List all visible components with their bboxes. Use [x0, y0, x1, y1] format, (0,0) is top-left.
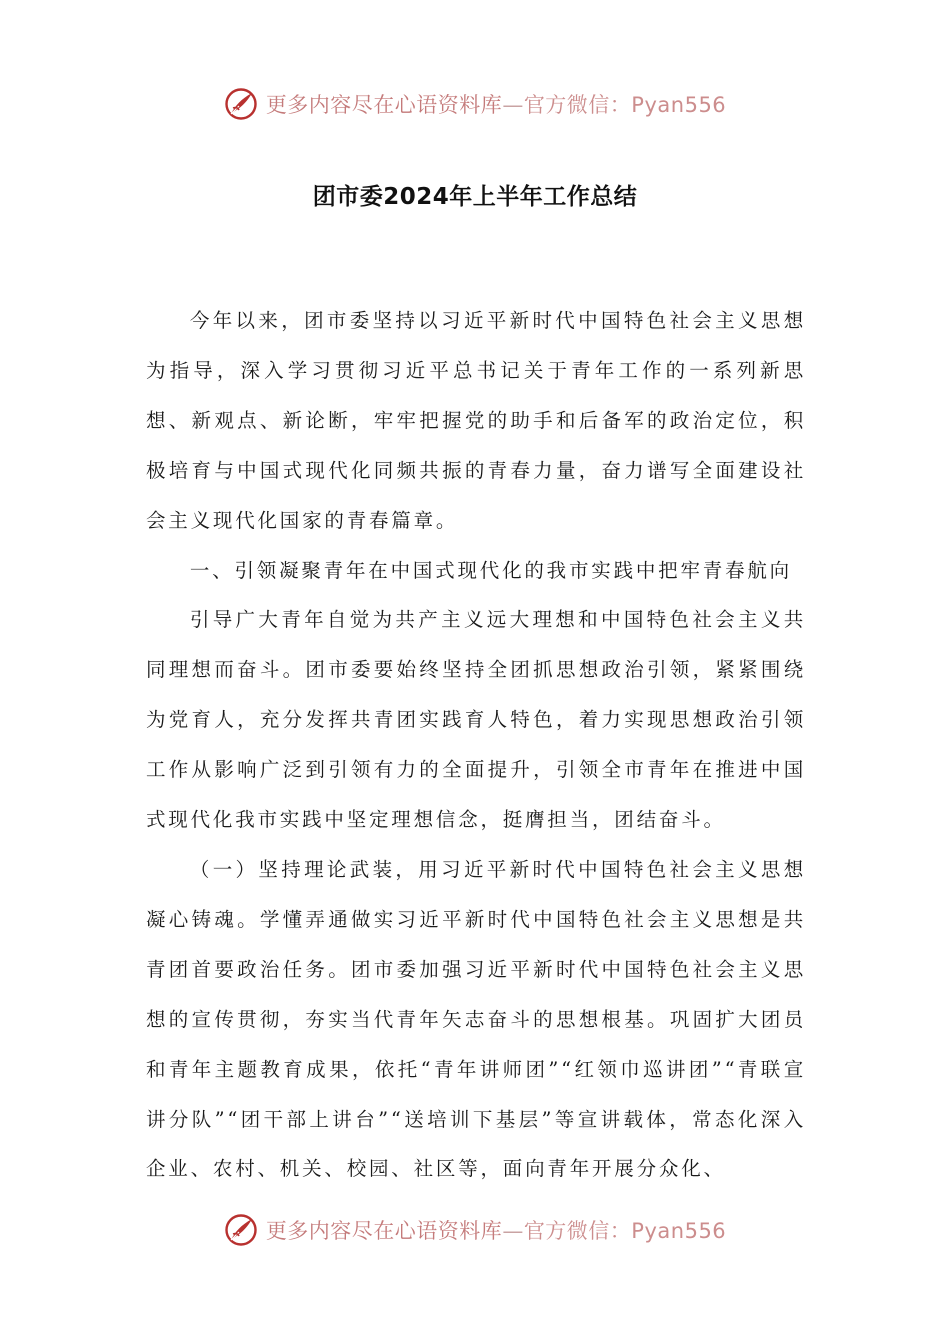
document-body — [146, 296, 806, 1194]
watermark-footer — [0, 1208, 950, 1252]
subsection-paragraph: （一）坚持理论武装，用习近平新时代中国特色社会主义思想凝心铸魂。学懂弄通做实习近平新时代中国特色社会主义思想是共青团首要政治任务。团市委加强习近平新时代中国特色社会主义思想的宣传贯彻，夯实当代青年矢志奋斗的思想根基。巩固扩大团员和青年主题教育成果，依托“青年讲师团”“红领巾巡讲团”“青联宣讲分队”“团干部上讲台”“送培训下基层”等宣讲载体，常态化深入企业、农村、机关、校园、社区等，面向青年开展分众化、 — [146, 857, 806, 1181]
quill-logo-icon — [224, 1213, 258, 1247]
watermark-brand: 更多内容尽在心语资料库 — [265, 1219, 503, 1243]
watermark-separator: — — [502, 93, 524, 117]
quill-logo-icon — [224, 87, 258, 121]
watermark-text — [266, 89, 726, 119]
watermark-contact: 官方微信：Pyan556 — [523, 93, 727, 117]
watermark-contact: 官方微信：Pyan556 — [523, 1219, 727, 1243]
watermark-separator: — — [502, 1219, 524, 1243]
watermark-text — [266, 1215, 726, 1245]
document-title: 团市委2024年上半年工作总结 — [312, 184, 638, 210]
section-paragraph: 引导广大青年自觉为共产主义远大理想和中国特色社会主义共同理想而奋斗。团市委要始终坚持全团抓思想政治引领，紧紧围绕为党育人，充分发挥共青团实践育人特色，着力实现思想政治引领工作从影响广泛到引领有力的全面提升，引领全市青年在推进中国式现代化我市实践中坚定理想信念，挺膺担当，团结奋斗。 — [146, 608, 806, 832]
intro-paragraph: 今年以来，团市委坚持以习近平新时代中国特色社会主义思想为指导，深入学习贯彻习近平总书记关于青年工作的一系列新思想、新观点、新论断，牢牢把握党的助手和后备军的政治定位，积极培育与中国式现代化同频共振的青春力量，奋力谱写全面建设社会主义现代化国家的青春篇章。 — [146, 309, 806, 532]
section-heading: 一、引领凝聚青年在中国式现代化的我市实践中把牢青春航向 — [189, 558, 792, 582]
watermark-brand: 更多内容尽在心语资料库 — [265, 93, 503, 117]
watermark-header — [0, 82, 950, 126]
